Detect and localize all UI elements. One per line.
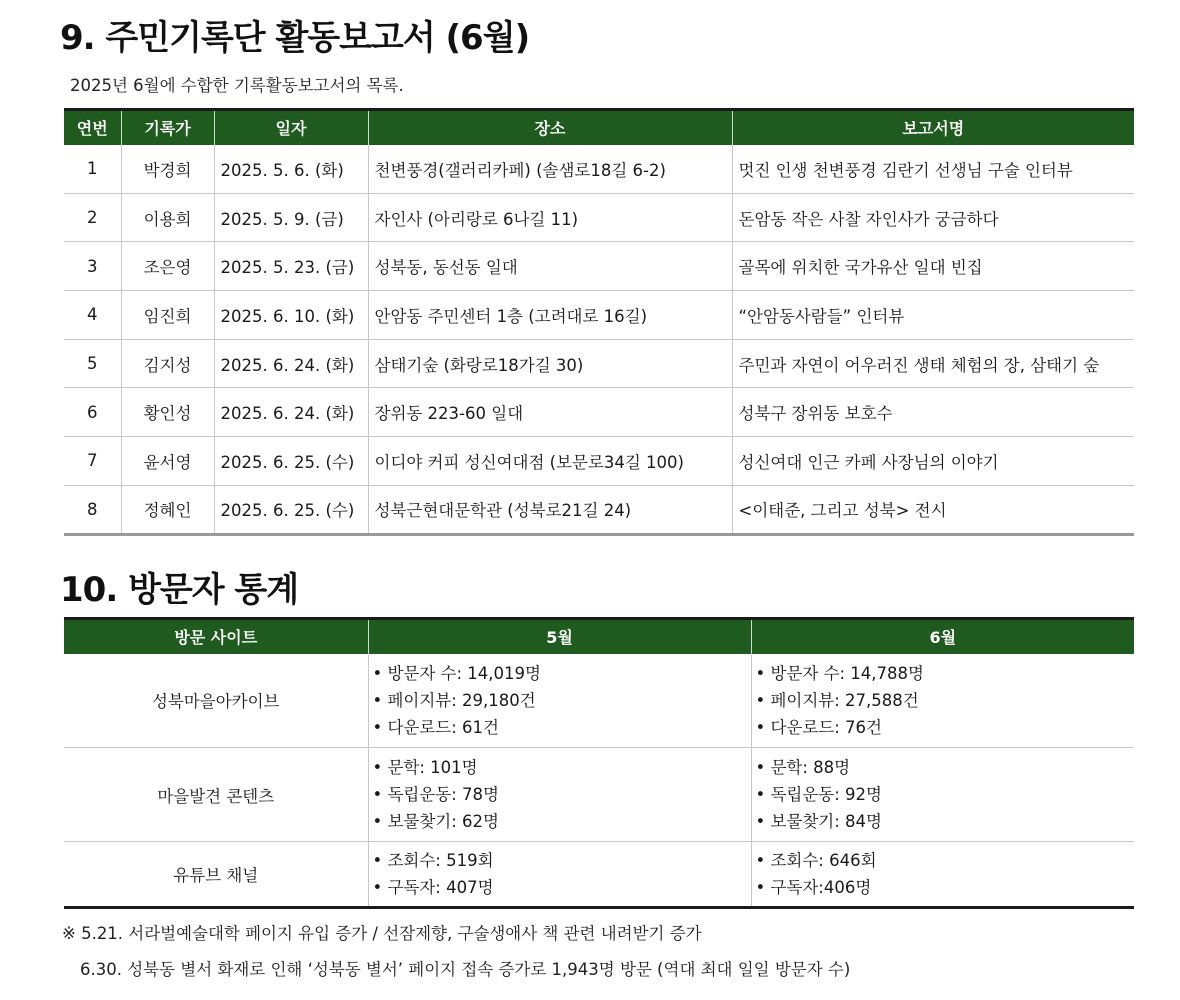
cell-date: 2025. 6. 25. (수) bbox=[214, 437, 368, 486]
cell-place: 이디야 커피 성신여대점 (보문로34길 100) bbox=[368, 437, 732, 486]
stat-item: • 다운로드: 61건 bbox=[372, 717, 499, 737]
report-table bbox=[64, 108, 1134, 536]
cell-recorder: 황인성 bbox=[121, 388, 214, 437]
stat-item: • 조회수: 646회 bbox=[755, 851, 877, 870]
cell-place: 성북근현대문학관 (성북로21길 24) bbox=[368, 485, 732, 534]
cell-site: 유튜브 채널 bbox=[64, 842, 368, 908]
stat-item: • 독립운동: 78명 bbox=[372, 785, 499, 804]
cell-may-stats bbox=[368, 842, 751, 908]
cell-june-stats bbox=[751, 654, 1134, 748]
header-june: 6월 bbox=[751, 619, 1134, 654]
section-9-title: 9. 주민기록단 활동보고서 (6월) bbox=[60, 18, 530, 58]
cell-may-stats bbox=[368, 654, 751, 748]
header-may: 5월 bbox=[368, 619, 751, 654]
cell-june-stats bbox=[751, 842, 1134, 908]
stat-item: • 구독자: 407명 bbox=[372, 878, 494, 897]
cell-recorder: 이용희 bbox=[121, 193, 214, 242]
cell-no: 6 bbox=[64, 388, 121, 437]
table-row bbox=[64, 193, 1134, 242]
cell-place: 자인사 (아리랑로 6나길 11) bbox=[368, 193, 732, 242]
stat-item: • 조회수: 519회 bbox=[372, 851, 494, 870]
note-jun-30: 6.30. 성북동 별서 화재로 인해 ‘성북동 별서’ 페이지 접속 증가로 1,943명 방문 (역대 최대 일일 방문자 수) bbox=[80, 960, 851, 979]
cell-recorder: 박경희 bbox=[121, 145, 214, 194]
cell-no: 2 bbox=[64, 193, 121, 242]
cell-no: 8 bbox=[64, 485, 121, 534]
stat-item: • 보물찾기: 62명 bbox=[372, 812, 499, 831]
table-row bbox=[64, 437, 1134, 486]
table-row bbox=[64, 291, 1134, 340]
section-9-subtitle: 2025년 6월에 수합한 기록활동보고서의 목록. bbox=[70, 76, 404, 95]
cell-date: 2025. 6. 25. (수) bbox=[214, 485, 368, 534]
cell-place: 장위동 223-60 일대 bbox=[368, 388, 732, 437]
section-10-title: 10. 방문자 통계 bbox=[60, 570, 299, 610]
cell-recorder: 윤서영 bbox=[121, 437, 214, 486]
cell-june-stats bbox=[751, 748, 1134, 842]
cell-place: 천변풍경(갤러리카페) (솔샘로18길 6-2) bbox=[368, 145, 732, 194]
header-place: 장소 bbox=[368, 110, 732, 145]
table-row bbox=[64, 242, 1134, 291]
header-no: 연번 bbox=[64, 110, 121, 145]
cell-no: 5 bbox=[64, 339, 121, 388]
cell-recorder: 임진희 bbox=[121, 291, 214, 340]
stats-table-header bbox=[64, 619, 1134, 654]
cell-report-title: 성신여대 인근 카페 사장님의 이야기 bbox=[732, 437, 1134, 486]
table-row bbox=[64, 654, 1134, 748]
cell-date: 2025. 6. 24. (화) bbox=[214, 339, 368, 388]
cell-report-title: 주민과 자연이 어우러진 생태 체험의 장, 삼태기 숲 bbox=[732, 339, 1134, 388]
cell-may-stats bbox=[368, 748, 751, 842]
stat-item: • 다운로드: 76건 bbox=[755, 717, 882, 737]
visitor-stats-table bbox=[64, 617, 1134, 909]
cell-site: 마을발견 콘텐츠 bbox=[64, 748, 368, 842]
cell-report-title: 성북구 장위동 보호수 bbox=[732, 388, 1134, 437]
stat-item: • 독립운동: 92명 bbox=[755, 785, 882, 804]
cell-recorder: 김지성 bbox=[121, 339, 214, 388]
table-row bbox=[64, 842, 1134, 908]
table-row bbox=[64, 485, 1134, 534]
cell-place: 안암동 주민센터 1층 (고려대로 16길) bbox=[368, 291, 732, 340]
cell-recorder: 정혜인 bbox=[121, 485, 214, 534]
cell-place: 삼태기숲 (화랑로18가길 30) bbox=[368, 339, 732, 388]
cell-place: 성북동, 동선동 일대 bbox=[368, 242, 732, 291]
cell-recorder: 조은영 bbox=[121, 242, 214, 291]
stat-item: • 문학: 88명 bbox=[755, 758, 851, 777]
cell-report-title: 돈암동 작은 사찰 자인사가 궁금하다 bbox=[732, 193, 1134, 242]
cell-site: 성북마을아카이브 bbox=[151, 692, 280, 712]
stat-item: • 방문자 수: 14,788명 bbox=[755, 663, 924, 683]
header-site: 방문 사이트 bbox=[64, 619, 368, 654]
report-table-header bbox=[64, 110, 1134, 145]
cell-no: 1 bbox=[87, 159, 98, 179]
table-row bbox=[64, 145, 1134, 194]
stat-item: • 문학: 101명 bbox=[372, 758, 478, 777]
cell-date: 2025. 5. 6. (화) bbox=[214, 145, 368, 194]
table-row bbox=[64, 748, 1134, 842]
stat-item: • 보물찾기: 84명 bbox=[755, 812, 882, 831]
note-may-21: ※ 5.21. 서라벌예술대학 페이지 유입 증가 / 선잠제향, 구술생애사 책 관련 내려받기 증가 bbox=[62, 924, 702, 943]
table-row bbox=[64, 339, 1134, 388]
cell-no: 7 bbox=[64, 437, 121, 486]
cell-no: 4 bbox=[64, 291, 121, 340]
header-recorder: 기록가 bbox=[121, 110, 214, 145]
stat-item: • 페이지뷰: 27,588건 bbox=[755, 690, 919, 710]
cell-report-title: 골목에 위치한 국가유산 일대 빈집 bbox=[732, 242, 1134, 291]
cell-date: 2025. 6. 24. (화) bbox=[214, 388, 368, 437]
header-report-title: 보고서명 bbox=[732, 110, 1134, 145]
cell-report-title: “안암동사람들” 인터뷰 bbox=[732, 291, 1134, 340]
stat-item: • 페이지뷰: 29,180건 bbox=[372, 690, 536, 710]
cell-date: 2025. 6. 10. (화) bbox=[214, 291, 368, 340]
header-date: 일자 bbox=[214, 110, 368, 145]
cell-report-title: <이태준, 그리고 성북> 전시 bbox=[732, 485, 1134, 534]
cell-date: 2025. 5. 23. (금) bbox=[214, 242, 368, 291]
cell-date: 2025. 5. 9. (금) bbox=[214, 193, 368, 242]
cell-report-title: 멋진 인생 천변풍경 김란기 선생님 구술 인터뷰 bbox=[732, 145, 1134, 194]
stat-item: • 구독자:406명 bbox=[755, 878, 872, 897]
table-row bbox=[64, 388, 1134, 437]
stat-item: • 방문자 수: 14,019명 bbox=[372, 663, 541, 683]
cell-no: 3 bbox=[64, 242, 121, 291]
